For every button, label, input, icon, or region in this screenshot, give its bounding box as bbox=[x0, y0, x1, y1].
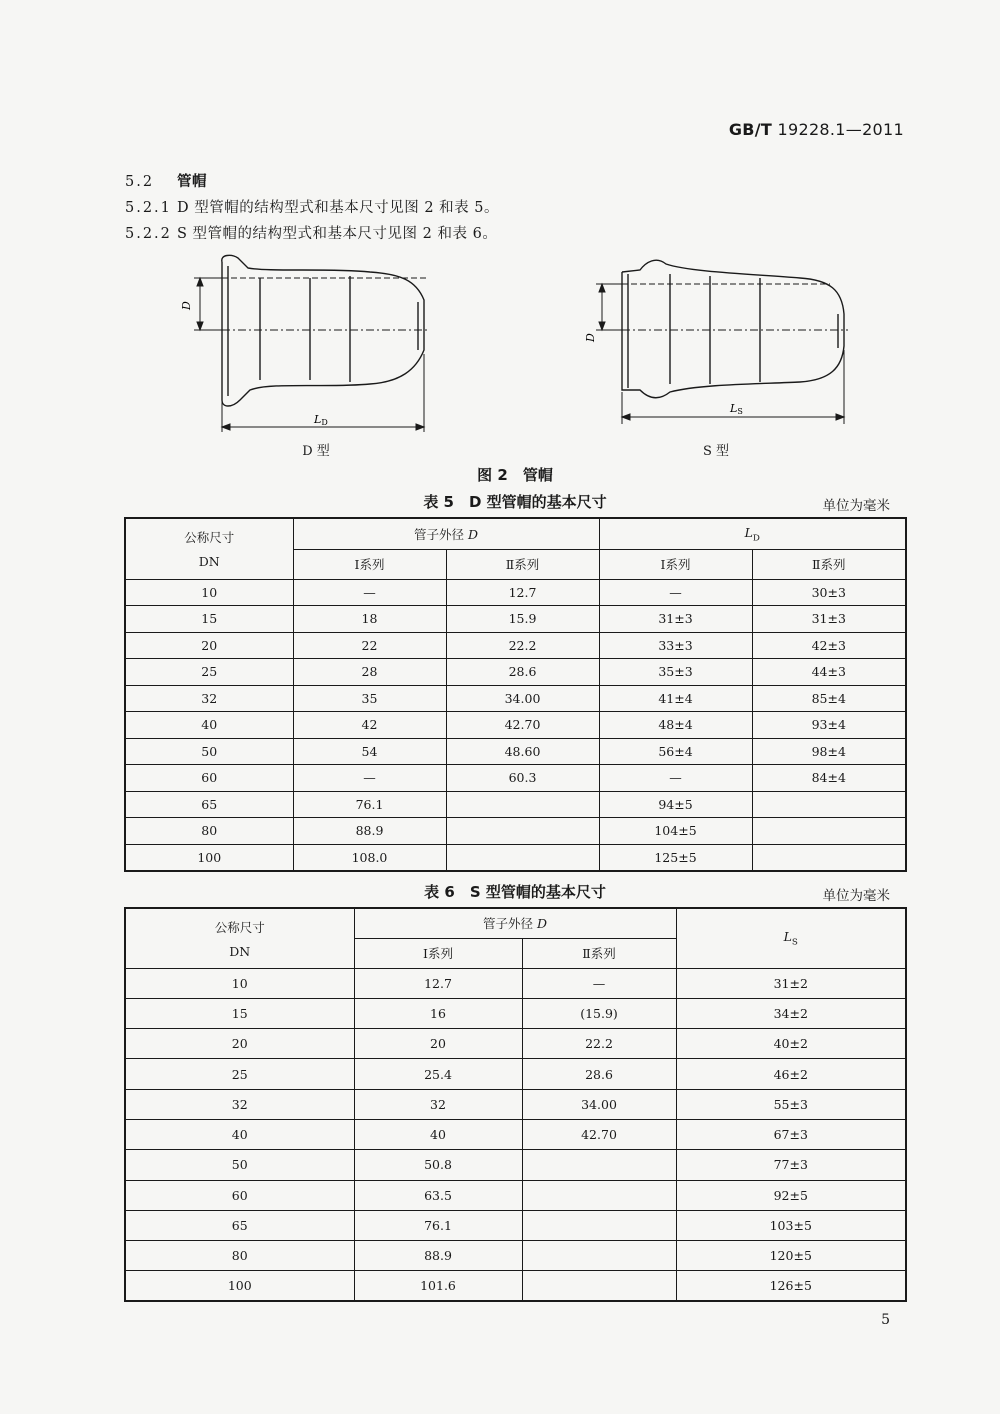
s-type-label: S 型 bbox=[702, 444, 730, 459]
table-cell: 35±3 bbox=[599, 659, 752, 686]
table-cell: 60 bbox=[125, 765, 293, 792]
table-cell bbox=[752, 844, 906, 871]
table-cell: 28.6 bbox=[446, 659, 599, 686]
table-cell: 56±4 bbox=[599, 738, 752, 765]
table-cell: 12.7 bbox=[446, 579, 599, 606]
table-cell: 50 bbox=[125, 738, 293, 765]
figure-caption: 图 2 管帽 bbox=[477, 466, 553, 484]
table-row bbox=[125, 659, 906, 686]
table-cell: 48±4 bbox=[599, 712, 752, 739]
table-cell bbox=[522, 1241, 676, 1271]
table-cell: 40 bbox=[125, 1119, 354, 1149]
table-cell: 34.00 bbox=[446, 685, 599, 712]
table-cell: 48.60 bbox=[446, 738, 599, 765]
table-row bbox=[125, 1241, 906, 1271]
table-cell: 22 bbox=[293, 632, 446, 659]
table-row bbox=[125, 1029, 906, 1059]
table-cell bbox=[522, 1271, 676, 1301]
table-cell: 85±4 bbox=[752, 685, 906, 712]
table6-od-series2: Ⅱ系列 bbox=[522, 938, 676, 968]
table-cell bbox=[752, 791, 906, 818]
table6-caption: 表 6 S 型管帽的基本尺寸 bbox=[424, 883, 606, 901]
table5-l-series1: Ⅰ系列 bbox=[599, 549, 752, 579]
section-heading: 5.2 管帽 bbox=[125, 174, 207, 190]
table-cell: 101.6 bbox=[354, 1271, 522, 1301]
table-cell: 50 bbox=[125, 1150, 354, 1180]
table-cell bbox=[522, 1210, 676, 1240]
table5 bbox=[124, 517, 907, 872]
clause-5-2-1: 5.2.1 D 型管帽的结构型式和基本尺寸见图 2 和表 5。 bbox=[125, 200, 500, 216]
table-row bbox=[125, 1150, 906, 1180]
table-cell: 50.8 bbox=[354, 1150, 522, 1180]
table-cell: 20 bbox=[354, 1029, 522, 1059]
table-cell: 67±3 bbox=[676, 1119, 906, 1149]
table6 bbox=[124, 907, 907, 1302]
table5-dn-header: 公称尺寸 DN bbox=[125, 518, 293, 579]
table5-od-series1: Ⅰ系列 bbox=[293, 549, 446, 579]
d-dimension-label: D bbox=[180, 301, 193, 310]
table-cell: 76.1 bbox=[354, 1210, 522, 1240]
table-cell: — bbox=[522, 968, 676, 998]
table-cell: 103±5 bbox=[676, 1210, 906, 1240]
table-row bbox=[125, 1089, 906, 1119]
table-cell: 41±4 bbox=[599, 685, 752, 712]
table-cell: 20 bbox=[125, 1029, 354, 1059]
table-row bbox=[125, 579, 906, 606]
table-row bbox=[125, 1059, 906, 1089]
table-cell: 25 bbox=[125, 1059, 354, 1089]
table-cell: 34.00 bbox=[522, 1089, 676, 1119]
table-cell: — bbox=[293, 765, 446, 792]
table-cell: 100 bbox=[125, 1271, 354, 1301]
table-cell: 40±2 bbox=[676, 1029, 906, 1059]
d-type-cap-drawing bbox=[180, 250, 440, 440]
table-cell: 125±5 bbox=[599, 844, 752, 871]
table-cell: 63.5 bbox=[354, 1180, 522, 1210]
table-cell: 42 bbox=[293, 712, 446, 739]
table-cell: 80 bbox=[125, 818, 293, 845]
table-row bbox=[125, 1180, 906, 1210]
table5-od-series2: Ⅱ系列 bbox=[446, 549, 599, 579]
table-cell: 28.6 bbox=[522, 1059, 676, 1089]
clause-5-2-2: 5.2.2 S 型管帽的结构型式和基本尺寸见图 2 和表 6。 bbox=[125, 226, 498, 242]
table-cell: 31±3 bbox=[599, 606, 752, 633]
table-cell bbox=[446, 791, 599, 818]
table-cell: 94±5 bbox=[599, 791, 752, 818]
table-cell bbox=[522, 1180, 676, 1210]
table-cell bbox=[446, 844, 599, 871]
table-cell: — bbox=[599, 765, 752, 792]
table5-l-series2: Ⅱ系列 bbox=[752, 549, 906, 579]
table-cell: 16 bbox=[354, 998, 522, 1028]
table-cell: 34±2 bbox=[676, 998, 906, 1028]
table-cell bbox=[752, 818, 906, 845]
table-cell: 100 bbox=[125, 844, 293, 871]
table-row bbox=[125, 1119, 906, 1149]
table-cell: 40 bbox=[125, 712, 293, 739]
table6-unit: 单位为毫米 bbox=[822, 888, 890, 904]
table-cell: 22.2 bbox=[522, 1029, 676, 1059]
table-cell: (15.9) bbox=[522, 998, 676, 1028]
table-cell: 15.9 bbox=[446, 606, 599, 633]
table-row bbox=[125, 632, 906, 659]
table-cell: — bbox=[599, 579, 752, 606]
table-cell: 42.70 bbox=[522, 1119, 676, 1149]
table-cell: 98±4 bbox=[752, 738, 906, 765]
table-cell: 25 bbox=[125, 659, 293, 686]
standard-code: GB/T 19228.1—2011 bbox=[728, 120, 904, 139]
table-cell: 32 bbox=[125, 685, 293, 712]
table-cell: 65 bbox=[125, 1210, 354, 1240]
table-cell: 31±3 bbox=[752, 606, 906, 633]
table-cell: 76.1 bbox=[293, 791, 446, 818]
table5-ld-header: $L_D$ bbox=[599, 518, 906, 549]
table-cell: 120±5 bbox=[676, 1241, 906, 1271]
table-cell: 60.3 bbox=[446, 765, 599, 792]
table-cell: 31±2 bbox=[676, 968, 906, 998]
table-row bbox=[125, 1271, 906, 1301]
table-cell: 92±5 bbox=[676, 1180, 906, 1210]
table-cell: 18 bbox=[293, 606, 446, 633]
table-row bbox=[125, 844, 906, 871]
table-cell: 33±3 bbox=[599, 632, 752, 659]
table-cell: 55±3 bbox=[676, 1089, 906, 1119]
table-cell: 65 bbox=[125, 791, 293, 818]
table-cell: 46±2 bbox=[676, 1059, 906, 1089]
table-row bbox=[125, 791, 906, 818]
table-cell: 10 bbox=[125, 968, 354, 998]
table6-od-header: 管子外径 D bbox=[354, 908, 676, 938]
table5-od-header: 管子外径 D bbox=[293, 518, 599, 549]
table-cell: 54 bbox=[293, 738, 446, 765]
table-row bbox=[125, 606, 906, 633]
table-cell: 30±3 bbox=[752, 579, 906, 606]
table5-caption: 表 5 D 型管帽的基本尺寸 bbox=[423, 493, 607, 511]
table-cell: 42±3 bbox=[752, 632, 906, 659]
table-cell: 40 bbox=[354, 1119, 522, 1149]
table5-body bbox=[125, 579, 906, 871]
table-cell: 12.7 bbox=[354, 968, 522, 998]
table5-unit: 单位为毫米 bbox=[822, 498, 890, 514]
table-row bbox=[125, 765, 906, 792]
table-cell: 25.4 bbox=[354, 1059, 522, 1089]
table-row bbox=[125, 998, 906, 1028]
table-cell: 93±4 bbox=[752, 712, 906, 739]
table-row bbox=[125, 968, 906, 998]
table6-dn-header: 公称尺寸 DN bbox=[125, 908, 354, 968]
table-cell: 15 bbox=[125, 998, 354, 1028]
table-cell: 20 bbox=[125, 632, 293, 659]
table-cell: 84±4 bbox=[752, 765, 906, 792]
table-row bbox=[125, 712, 906, 739]
table-cell: 80 bbox=[125, 1241, 354, 1271]
table-cell: 44±3 bbox=[752, 659, 906, 686]
table-cell: 22.2 bbox=[446, 632, 599, 659]
table-cell: 88.9 bbox=[293, 818, 446, 845]
table-row bbox=[125, 818, 906, 845]
table6-od-series1: Ⅰ系列 bbox=[354, 938, 522, 968]
s-d-dimension-label: D bbox=[584, 333, 597, 342]
ld-dimension-label: LD bbox=[314, 413, 328, 427]
table-row bbox=[125, 685, 906, 712]
table-cell: 77±3 bbox=[676, 1150, 906, 1180]
table-cell: 60 bbox=[125, 1180, 354, 1210]
s-type-cap-drawing bbox=[580, 250, 850, 440]
table-cell: 10 bbox=[125, 579, 293, 606]
table6-body bbox=[125, 968, 906, 1301]
table-cell: 32 bbox=[125, 1089, 354, 1119]
table-row bbox=[125, 738, 906, 765]
table-row bbox=[125, 1210, 906, 1240]
d-type-label: D 型 bbox=[302, 444, 330, 459]
table-cell: 42.70 bbox=[446, 712, 599, 739]
page-number: 5 bbox=[881, 1312, 890, 1328]
table-cell bbox=[522, 1150, 676, 1180]
table-cell: 126±5 bbox=[676, 1271, 906, 1301]
table-cell: 28 bbox=[293, 659, 446, 686]
table-cell: 15 bbox=[125, 606, 293, 633]
table-cell: 35 bbox=[293, 685, 446, 712]
table-cell: 104±5 bbox=[599, 818, 752, 845]
table-cell: 108.0 bbox=[293, 844, 446, 871]
ls-dimension-label: LS bbox=[730, 402, 743, 416]
table-cell: 32 bbox=[354, 1089, 522, 1119]
table-cell bbox=[446, 818, 599, 845]
table6-ls-header: $L_S$ bbox=[676, 908, 906, 968]
table-cell: 88.9 bbox=[354, 1241, 522, 1271]
table-cell: — bbox=[293, 579, 446, 606]
